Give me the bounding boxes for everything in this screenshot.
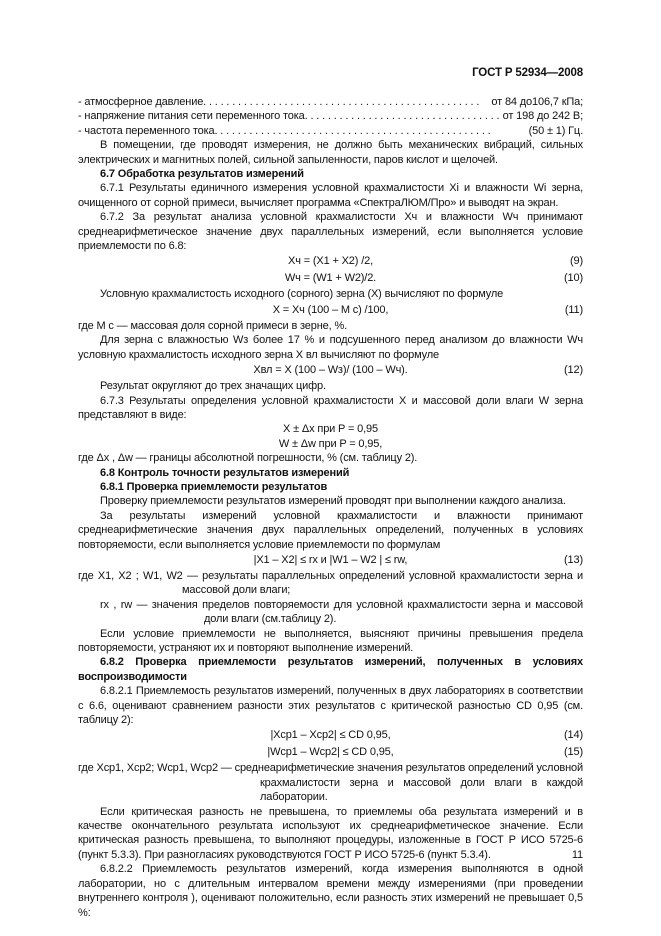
paragraph: где M с — массовая доля сорной примеси в зерне, %. [78,319,347,332]
standard-header: ГОСТ Р 52934—2008 [472,67,583,79]
paragraph: где Xср1, Xср2; Wср1, Wср2 — среднеарифметические значения результатов определений условной крахмалистости зерна и массовой доли влаги в каждой лаборатории. [78,762,583,804]
section-heading: 6.8 Контроль точности результатов измерений [100,466,350,479]
list-item: - атмосферное давление . . . от 84 до106,7 кПа; [78,95,583,109]
paragraph: 6.7.2 За результат анализа условной крахмалистости Xч и влажности Wч принимают среднеарифметическое значение двух параллельных измерений, если выполняется условие приемлемости по 6.8: [78,211,583,253]
paragraph: 6.7.3 Результаты определения условной крахмалистости X и массовой доли влаги W зерна представляют в виде: [78,394,583,421]
paragraph: rx , rw — значения пределов повторяемости для условной крахмалистости зерна и массовой доли влаги (см.таблицу 2). [100,598,583,626]
paragraph: 6.8.2.1 Приемлемость результатов измерений, полученных в двух лабораториях в соответствии с 6.6, оценивают сравнением разности этих результатов с критической разностью CD 0,95 (см. таблицу 2): [78,685,583,727]
list-item: - частота переменного тока . . . (50 ± 1) Гц. [78,124,583,138]
paragraph: Если условие приемлемости не выполняется, выясняют причины превышения предела повторяемости, устраняют их и повторяют выполнение измерений. [78,627,583,654]
result-line: X ± Δx при P = 0,95 [283,423,378,436]
formula: |X1 – X2| ≤ rx и |W1 – W2 | ≤ rw, (13) [253,553,583,566]
paragraph: Проверку приемлемости результатов измерений проводят при выполнении каждого анализа. [100,495,566,508]
formula: X = Xч (100 – M с) /100, (11) [272,303,583,316]
paragraph: Если критическая разность не превышена, то приемлемы оба результата измерений и в качестве окончательного результата используют их среднеарифметическое значение. Если критическая разность превышена, то выполняют процедуры, изложенные в ГОСТ Р ИСО 5725-6 (пункт 5.3.3). При разногласиях руководствуются ГОСТ Р ИСО 5725-6 (пункт 5.3.4). [78,805,583,861]
section-heading: 6.8.2 Проверка приемлемости результатов измерений, полученных в условиях воспроизводимости [78,656,583,683]
section-heading: 6.7 Обработка результатов измерений [100,168,304,181]
result-line: W ± Δw при P = 0,95, [278,437,383,450]
paragraph: За результаты измерений условной крахмалистости и влажности принимают среднеарифметические значения двух параллельных определений, полученных в условиях повторяемости, если выполняется условие приемлемости по формулам [78,509,583,551]
formula: Wч = (W1 + W2)/2. (10) [284,272,583,285]
formula: |Xср1 – Xср2| ≤ CD 0,95, (14) [270,729,583,742]
list-item: - напряжение питания сети переменного тока . . . от 198 до 242 В; [78,109,583,123]
page-number: 11 [571,849,583,861]
paragraph: Результат округляют до трех значащих цифр. [100,380,326,393]
paragraph: где X1, X2 ; W1, W2 — результаты параллельных определений условной крахмалистости зерна и массовой доли влаги; [78,569,583,597]
paragraph: Условную крахмалистость исходного (сорного) зерна (X) вычисляют по формуле [100,288,504,301]
paragraph: В помещении, где проводят измерения, не должно быть механических вибраций, сильных электрических и магнитных полей, сильной запыленности, паров кислот и щелочей. [78,139,583,166]
formula: |Wср1 – Wср2| ≤ CD 0,95, (15) [267,746,583,759]
paragraph: 6.8.2.2 Приемлемость результатов измерений, когда измерения выполняются в одной лаборатории, но с длительным интервалом времени между измерениями (при проведении внутреннего контроля ), оценивают положительно, если разность этих измерений не превышает 0,5 %: [78,863,583,919]
page-body [78,95,583,920]
formula: Xвл = X (100 – Wз)/ (100 – Wч). (12) [253,364,583,377]
section-heading: 6.8.1 Проверка приемлемости результатов [100,480,328,493]
paragraph: где Δx , Δw — границы абсолютной погрешности, % (см. таблицу 2). [78,452,418,465]
paragraph: 6.7.1 Результаты единичного измерения условной крахмалистости Xi и влажности Wi зерна, очищенного от сорной примеси, вычисляет программа «СпектраЛЮМ/Про» и выводят на экран. [78,182,583,209]
formula: Xч = (X1 + X2) /2, (9) [288,255,583,268]
paragraph: Для зерна с влажностью Wз более 17 % и подсушенного перед анализом до влажности Wч условную крахмалистость исходного зерна X вл вычисляют по формуле [78,334,583,361]
